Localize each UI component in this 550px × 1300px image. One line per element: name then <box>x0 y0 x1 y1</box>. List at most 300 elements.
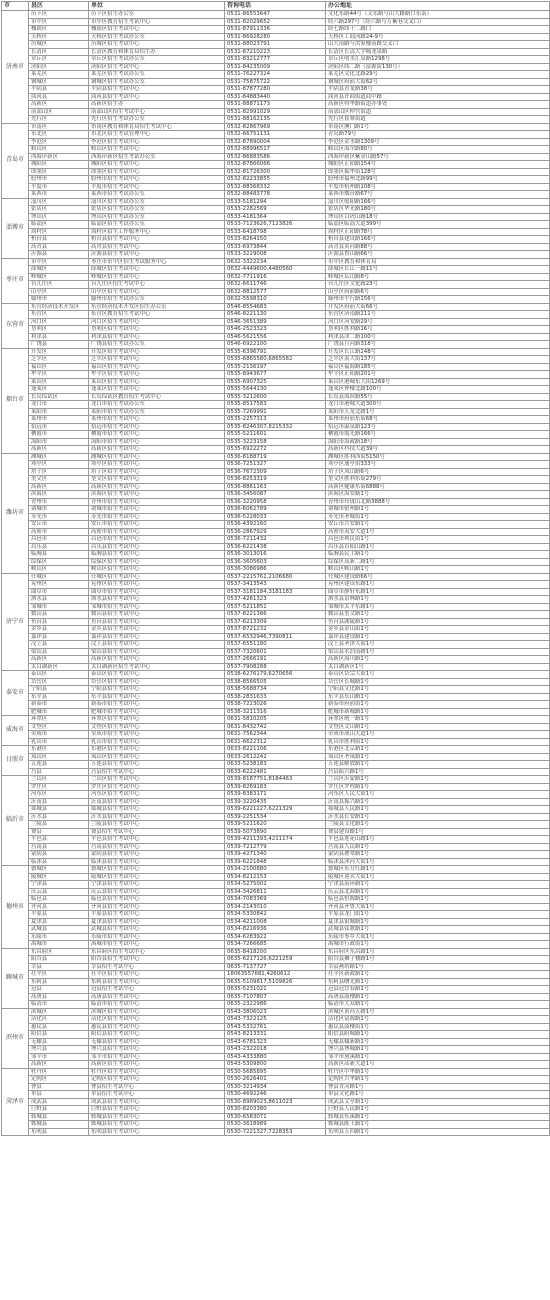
table-row <box>2 626 550 634</box>
address-cell: 兰山区沂蒙路1号 <box>326 776 550 784</box>
table-row <box>2 648 550 656</box>
phone-cell: 0546-6922100 <box>225 341 326 349</box>
phone-cell: 0533-3229008 <box>225 251 326 259</box>
district-cell: 牟平区 <box>29 371 89 379</box>
address-cell: 乳山市胜利街1号 <box>326 738 550 746</box>
phone-cell: 0531-88871173 <box>225 101 326 109</box>
phone-cell: 0533-2282569 <box>225 206 326 214</box>
table-row <box>2 363 550 371</box>
unit-cell: 即墨区招生考试中心 <box>89 168 225 176</box>
address-cell: 太白湖新区1号 <box>326 663 550 671</box>
district-cell: 临淄区 <box>29 221 89 229</box>
phone-cell: 0633-5238183 <box>225 761 326 769</box>
phone-cell: 0543-8213331 <box>225 1031 326 1039</box>
phone-cell: 0538-3211316 <box>225 708 326 716</box>
table-row <box>2 573 550 581</box>
unit-cell: 博兴县招生考试中心 <box>89 1046 225 1054</box>
table-row <box>2 236 550 244</box>
address-cell: 单县文化路1号 <box>326 1091 550 1099</box>
address-cell: 昌乐县首阳山路1号 <box>326 543 550 551</box>
address-cell: 芝罘区南大街137号 <box>326 356 550 364</box>
unit-cell: 淄川区招生考试办公室 <box>89 198 225 206</box>
table-row <box>2 221 550 229</box>
address-cell: 博兴县博城路1号 <box>326 1046 550 1054</box>
district-cell: 陵城区 <box>29 873 89 881</box>
district-cell: 太白湖新区 <box>29 663 89 671</box>
district-cell: 曲阜市 <box>29 588 89 596</box>
address-cell: 无棣县棣新路1号 <box>326 1038 550 1046</box>
table-row <box>2 371 550 379</box>
phone-cell: 0543-2322018 <box>225 1046 326 1054</box>
unit-cell: 冠县招生考试中心 <box>89 986 225 994</box>
table-row <box>2 408 550 416</box>
unit-cell: 乐陵市招生考试中心 <box>89 933 225 941</box>
district-cell: 曹县 <box>29 1083 89 1091</box>
unit-cell: 开发区招生考试中心 <box>89 348 225 356</box>
unit-cell: 曲阜市招生考试中心 <box>89 588 225 596</box>
unit-cell: 宁阳县招生考试中心 <box>89 686 225 694</box>
phone-cell: 0632-3322234 <box>225 258 326 266</box>
phone-cell: 0531-88162135 <box>225 116 326 124</box>
address-cell: 平邑县莲花山路1号 <box>326 836 550 844</box>
address-cell: 山大南路与洪家楼南路交叉口 <box>326 41 550 49</box>
unit-cell: 微山县招生考试中心 <box>89 611 225 619</box>
district-cell: 沂水县 <box>29 813 89 821</box>
address-cell: 五莲县解放路1号 <box>326 761 550 769</box>
phone-cell: 0536-6221438 <box>225 543 326 551</box>
unit-cell: 沂水县招生考试中心 <box>89 813 225 821</box>
unit-cell: 费县招生考试中心 <box>89 828 225 836</box>
table-row <box>2 986 550 994</box>
phone-cell: 0538-5688734 <box>225 686 326 694</box>
phone-cell: 0538-7223026 <box>225 701 326 709</box>
phone-cell: 0633-6222481 <box>225 768 326 776</box>
table-row <box>2 828 550 836</box>
address-cell: 兖州区建设东路1号 <box>326 581 550 589</box>
unit-cell: 安丘市招生考试中心 <box>89 521 225 529</box>
table-row <box>2 866 550 874</box>
unit-cell: 莒县招生考试中心 <box>89 768 225 776</box>
unit-cell: 阳信县招生考试中心 <box>89 1031 225 1039</box>
phone-cell: 0546-2523323 <box>225 326 326 334</box>
district-cell: 兰陵县 <box>29 821 89 829</box>
table-row <box>2 303 550 311</box>
table-row <box>2 528 550 536</box>
table-row <box>2 116 550 124</box>
address-cell: 周村区正阳路78号 <box>326 228 550 236</box>
table-row <box>2 701 550 709</box>
unit-cell: 东明县招生考试中心 <box>89 1128 225 1136</box>
table-row <box>2 63 550 71</box>
table-row <box>2 911 550 919</box>
unit-cell: 泰山区招生考试中心 <box>89 671 225 679</box>
address-cell: 汶上县圣泽大街1号 <box>326 641 550 649</box>
city-cell: 枣庄市 <box>2 258 29 303</box>
table-row <box>2 888 550 896</box>
address-cell: 临邑县恒源路1号 <box>326 896 550 904</box>
unit-cell: 邹城市招生考试中心 <box>89 603 225 611</box>
address-cell: 荣成市成山大道1号 <box>326 731 550 739</box>
table-row <box>2 131 550 139</box>
unit-cell: 山亭区招生考试中心 <box>89 288 225 296</box>
district-cell: 莱阳市 <box>29 408 89 416</box>
unit-cell: 岚山区招生考试中心 <box>89 753 225 761</box>
address-cell: 曹县青菏路1号 <box>326 1083 550 1091</box>
phone-cell: 0534-8216936 <box>225 926 326 934</box>
table-row <box>2 386 550 394</box>
address-cell: 城阳区正阳路154号 <box>326 161 550 169</box>
district-cell: 章丘区 <box>29 56 89 64</box>
table-row <box>2 678 550 686</box>
table-row <box>2 791 550 799</box>
phone-cell: 0538-2831633 <box>225 693 326 701</box>
phone-cell: 0530-7221327,7228353 <box>225 1128 326 1136</box>
unit-cell: 芝罘区招生考试中心 <box>89 356 225 364</box>
table-row <box>2 123 550 131</box>
unit-cell: 任城区招生考试中心 <box>89 573 225 581</box>
phone-cell: 0531-82029652 <box>225 18 326 26</box>
phone-cell: 0632-4449600,4480560 <box>225 266 326 274</box>
phone-cell: 0533-4181364 <box>225 213 326 221</box>
city-cell: 滨州市 <box>2 1008 29 1068</box>
district-cell: 德城区 <box>29 866 89 874</box>
phone-cell: 0533-7123626,7123826 <box>225 221 326 229</box>
phone-cell: 0532-87890004 <box>225 138 326 146</box>
address-cell: 开发区长江路248号 <box>326 348 550 356</box>
table-row <box>2 956 550 964</box>
unit-cell: 长清区教育和体育局招生办 <box>89 48 225 56</box>
phone-cell: 0534-2143010 <box>225 903 326 911</box>
header-unit: 单位 <box>89 2 225 11</box>
phone-cell: 0538-8566505 <box>225 678 326 686</box>
unit-cell: 泗水县招生考试中心 <box>89 596 225 604</box>
table-row <box>2 258 550 266</box>
phone-cell: 0536-3456087 <box>225 491 326 499</box>
address-cell: 峡山区峡山路1号 <box>326 566 550 574</box>
address-cell: 东阿县曙光路1号 <box>326 978 550 986</box>
phone-cell: 0537-3413543 <box>225 581 326 589</box>
table-row <box>2 168 550 176</box>
phone-cell: 0539-5211620 <box>225 821 326 829</box>
table-row <box>2 243 550 251</box>
address-cell: 潍城区胜利西街5150号 <box>326 453 550 461</box>
table-row <box>2 41 550 49</box>
address-cell: 德城区东方红路1号 <box>326 866 550 874</box>
phone-cell: 18063557681,4260612 <box>225 971 326 979</box>
unit-cell: 荣成市招生考试中心 <box>89 731 225 739</box>
city-cell: 德州市 <box>2 866 29 949</box>
unit-cell: 峄城区招生考试中心 <box>89 273 225 281</box>
district-cell: 滨海区 <box>29 491 89 499</box>
phone-cell: 0534-2100880 <box>225 866 326 874</box>
district-cell: 五莲县 <box>29 761 89 769</box>
address-cell: 梁山县水泊南路1号 <box>326 648 550 656</box>
unit-cell: 汶上县招生考试中心 <box>89 641 225 649</box>
table-row <box>2 288 550 296</box>
unit-cell: 诸城市招生考试中心 <box>89 506 225 514</box>
unit-cell: 滨海区招生考试中心 <box>89 491 225 499</box>
phone-cell: 0537-4261323 <box>225 596 326 604</box>
address-cell: 东营区济南路211号 <box>326 311 550 319</box>
address-cell: 张店区华光路180号 <box>326 206 550 214</box>
table-row <box>2 896 550 904</box>
table-row <box>2 213 550 221</box>
district-cell: 禹城市 <box>29 941 89 949</box>
phone-cell: 0539-6221227,6221329 <box>225 806 326 814</box>
district-cell: 钢城区 <box>29 78 89 86</box>
table-row <box>2 851 550 859</box>
district-cell: 沂源县 <box>29 251 89 259</box>
district-cell: 淄川区 <box>29 198 89 206</box>
table-row <box>2 191 550 199</box>
phone-cell: 0537-6213309 <box>225 618 326 626</box>
address-cell: 兰陵县文化路1号 <box>326 821 550 829</box>
table-row <box>2 1113 550 1121</box>
phone-cell: 0534-4211008 <box>225 918 326 926</box>
table-row <box>2 326 550 334</box>
table-row <box>2 536 550 544</box>
phone-cell: 0532-88483778 <box>225 191 326 199</box>
phone-cell: 0531-75875722 <box>225 78 326 86</box>
address-cell: 经七路纬十二路口 <box>326 26 550 34</box>
district-cell: 莒南县 <box>29 843 89 851</box>
address-cell: 昌邑市利民街1号 <box>326 536 550 544</box>
district-cell: 城阳区 <box>29 161 89 169</box>
unit-cell: 河东区招生考试中心 <box>89 791 225 799</box>
phone-cell: 0530-2626401 <box>225 1076 326 1084</box>
phone-cell: 0530-5685895 <box>225 1068 326 1076</box>
table-row <box>2 761 550 769</box>
unit-cell: 东阿县招生考试中心 <box>89 978 225 986</box>
table-row <box>2 776 550 784</box>
phone-cell: 0543-6781323 <box>225 1038 326 1046</box>
table-row <box>2 821 550 829</box>
address-cell: 山亭区府前路6号 <box>326 288 550 296</box>
phone-cell: 0535-6907325 <box>225 378 326 386</box>
district-cell: 沂南县 <box>29 798 89 806</box>
district-cell: 临沭县 <box>29 858 89 866</box>
phone-cell: 0631-8432742 <box>225 723 326 731</box>
district-cell: 郯城县 <box>29 806 89 814</box>
unit-cell: 东平县招生考试中心 <box>89 693 225 701</box>
unit-cell: 金乡县招生考试中心 <box>89 626 225 634</box>
table-row <box>2 86 550 94</box>
address-cell: 文化东路44号（文东路与山大路路口东南） <box>326 11 550 19</box>
table-row <box>2 266 550 274</box>
city-cell: 淄博市 <box>2 198 29 258</box>
address-cell: 莱阳市五龙北路1号 <box>326 408 550 416</box>
unit-cell: 坊子区招生考试中心 <box>89 468 225 476</box>
unit-cell: 青州市招生考试中心 <box>89 498 225 506</box>
unit-cell: 平度市招生考试中心 <box>89 183 225 191</box>
phone-cell: 0536-3013016 <box>225 551 326 559</box>
address-cell: 牡丹区中华路1号 <box>326 1068 550 1076</box>
unit-cell: 薛城区招生考试中心 <box>89 266 225 274</box>
district-cell: 梁山县 <box>29 648 89 656</box>
district-cell: 阳谷县 <box>29 956 89 964</box>
address-cell: 岚山区圣岚路1号 <box>326 753 550 761</box>
phone-cell: 0632-8812577 <box>225 288 326 296</box>
district-cell: 蒙阴县 <box>29 851 89 859</box>
table-row <box>2 446 550 454</box>
unit-cell: 文登区招生考试中心 <box>89 723 225 731</box>
unit-cell: 太白湖新区招生考试中心 <box>89 663 225 671</box>
table-row <box>2 476 550 484</box>
phone-cell: 0536-6062789 <box>225 506 326 514</box>
unit-cell: 茌平区招生考试中心 <box>89 971 225 979</box>
unit-cell: 肥城市招生考试中心 <box>89 708 225 716</box>
unit-cell: 嘉祥县招生考试中心 <box>89 633 225 641</box>
district-cell: 兖州区 <box>29 581 89 589</box>
address-cell: 淄川区般阳路166号 <box>326 198 550 206</box>
phone-cell: 0532-88368332 <box>225 183 326 191</box>
phone-cell: 0530-3214934 <box>225 1083 326 1091</box>
unit-cell: 东昌府区招生考试中心 <box>89 948 225 956</box>
district-cell: 高新区 <box>29 101 89 109</box>
address-cell: 新泰市府前街1号 <box>326 701 550 709</box>
district-cell: 历城区 <box>29 41 89 49</box>
address-cell: 博山区白虎山路18号 <box>326 213 550 221</box>
district-cell: 肥城市 <box>29 708 89 716</box>
district-cell: 金乡县 <box>29 626 89 634</box>
address-cell: 诸城市密州路1号 <box>326 506 550 514</box>
district-cell: 昌邑市 <box>29 536 89 544</box>
table-row <box>2 483 550 491</box>
table-row <box>2 738 550 746</box>
table-row <box>2 461 550 469</box>
district-cell: 东明县 <box>29 1128 89 1136</box>
table-row <box>2 198 550 206</box>
phone-cell: 0632-7711916 <box>225 273 326 281</box>
unit-cell: 钢城区招生考试办公室 <box>89 78 225 86</box>
phone-cell: 0533-6418798 <box>225 228 326 236</box>
district-cell: 蓬莱区 <box>29 386 89 394</box>
unit-cell: 莱西市招生考试办公室 <box>89 191 225 199</box>
table-row <box>2 78 550 86</box>
table-row <box>2 206 550 214</box>
unit-cell: 高唐县招生考试中心 <box>89 993 225 1001</box>
table-row <box>2 836 550 844</box>
table-row <box>2 513 550 521</box>
table-row <box>2 26 550 34</box>
unit-cell: 兰山区招生考试中心 <box>89 776 225 784</box>
address-cell: 济阳区纬二路（富源街130号） <box>326 63 550 71</box>
table-row <box>2 948 550 956</box>
unit-cell: 高青县招生考试中心 <box>89 243 225 251</box>
table-row <box>2 963 550 971</box>
phone-cell: 0536-3220958 <box>225 498 326 506</box>
table-row <box>2 183 550 191</box>
unit-cell: 临沭县招生考试中心 <box>89 858 225 866</box>
unit-cell: 历城区招生考试中心 <box>89 41 225 49</box>
table-row <box>2 693 550 701</box>
phone-cell: 0539-8187751,8184463 <box>225 776 326 784</box>
address-cell: 即墨区振华街128号 <box>326 168 550 176</box>
address-cell: 商河县许商街道商中路 <box>326 93 550 101</box>
address-cell: 河东区人民大街1号 <box>326 791 550 799</box>
district-cell: 槐荫区 <box>29 26 89 34</box>
district-cell: 利津县 <box>29 333 89 341</box>
table-row <box>2 33 550 41</box>
district-cell: 莒县 <box>29 768 89 776</box>
unit-cell: 罗庄区招生考试中心 <box>89 783 225 791</box>
address-cell: 胶州市福州北路99号 <box>326 176 550 184</box>
district-cell: 沾化区 <box>29 1016 89 1024</box>
phone-cell: 0535-8517583 <box>225 401 326 409</box>
table-row <box>2 341 550 349</box>
table-row <box>2 146 550 154</box>
district-cell: 乐陵市 <box>29 933 89 941</box>
table-row <box>2 813 550 821</box>
unit-cell: 宁津县招生考试中心 <box>89 881 225 889</box>
table-row <box>2 1121 550 1129</box>
address-cell: 高新区科技大道39号 <box>326 446 550 454</box>
address-cell: 冠县冠宜春路1号 <box>326 986 550 994</box>
unit-cell: 成武县招生考试中心 <box>89 1098 225 1106</box>
table-row <box>2 1106 550 1114</box>
unit-cell: 牡丹区招生考试中心 <box>89 1068 225 1076</box>
district-cell: 荣成市 <box>29 731 89 739</box>
address-cell: 茌平区新政路1号 <box>326 971 550 979</box>
address-cell: 禹城市行政街1号 <box>326 941 550 949</box>
address-cell: 金乡县金山街1号 <box>326 626 550 634</box>
city-cell: 济宁市 <box>2 573 29 671</box>
table-row <box>2 108 550 116</box>
address-cell: 东港区北京路1号 <box>326 746 550 754</box>
district-cell: 商河县 <box>29 93 89 101</box>
unit-cell: 莒南县招生考试中心 <box>89 843 225 851</box>
phone-cell: 0531-83212777 <box>225 56 326 64</box>
table-row <box>2 1038 550 1046</box>
district-cell: 安丘市 <box>29 521 89 529</box>
table-row <box>2 93 550 101</box>
unit-cell: 张店区招生考试办公室 <box>89 206 225 214</box>
address-cell: 蓬莱区钟楼北路100号 <box>326 386 550 394</box>
address-cell: 海阳市海政路18号 <box>326 438 550 446</box>
unit-cell: 滨城区招生考试中心 <box>89 1008 225 1016</box>
phone-cell: 0536-4392160 <box>225 521 326 529</box>
phone-cell: 0537-7320601 <box>225 648 326 656</box>
table-row <box>2 1031 550 1039</box>
unit-cell: 西海岸新区招生考试办公室 <box>89 153 225 161</box>
phone-cell: 0543-4333880 <box>225 1053 326 1061</box>
unit-cell: 夏津县招生考试中心 <box>89 918 225 926</box>
table-row <box>2 746 550 754</box>
district-cell: 平邑县 <box>29 836 89 844</box>
district-cell: 夏津县 <box>29 918 89 926</box>
unit-cell: 曹县招生考试中心 <box>89 1083 225 1091</box>
table-row <box>2 918 550 926</box>
unit-cell: 周村区招生工作服务中心 <box>89 228 225 236</box>
address-cell: 郓城县东溪路1号 <box>326 1113 550 1121</box>
address-cell: 河口区河安路29号 <box>326 318 550 326</box>
district-cell: 鱼台县 <box>29 618 89 626</box>
district-cell: 冠县 <box>29 986 89 994</box>
unit-cell: 岱岳区招生考试中心 <box>89 678 225 686</box>
district-cell: 市中区 <box>29 18 89 26</box>
address-cell: 文登区文山路1号 <box>326 723 550 731</box>
table-row <box>2 603 550 611</box>
district-cell: 峄城区 <box>29 273 89 281</box>
address-cell: 郯城县人民路1号 <box>326 806 550 814</box>
phone-cell: 0530-8989023,8611023 <box>225 1098 326 1106</box>
unit-cell: 莱阳市招生考试办公室 <box>89 408 225 416</box>
enrollment-office-table <box>1 1 550 1136</box>
address-cell: 莘县燕塔路1号 <box>326 963 550 971</box>
phone-cell: 0546-8221130 <box>225 311 326 319</box>
district-cell: 长岛综试区 <box>29 393 89 401</box>
address-cell: 阳谷县狮子楼路1号 <box>326 956 550 964</box>
